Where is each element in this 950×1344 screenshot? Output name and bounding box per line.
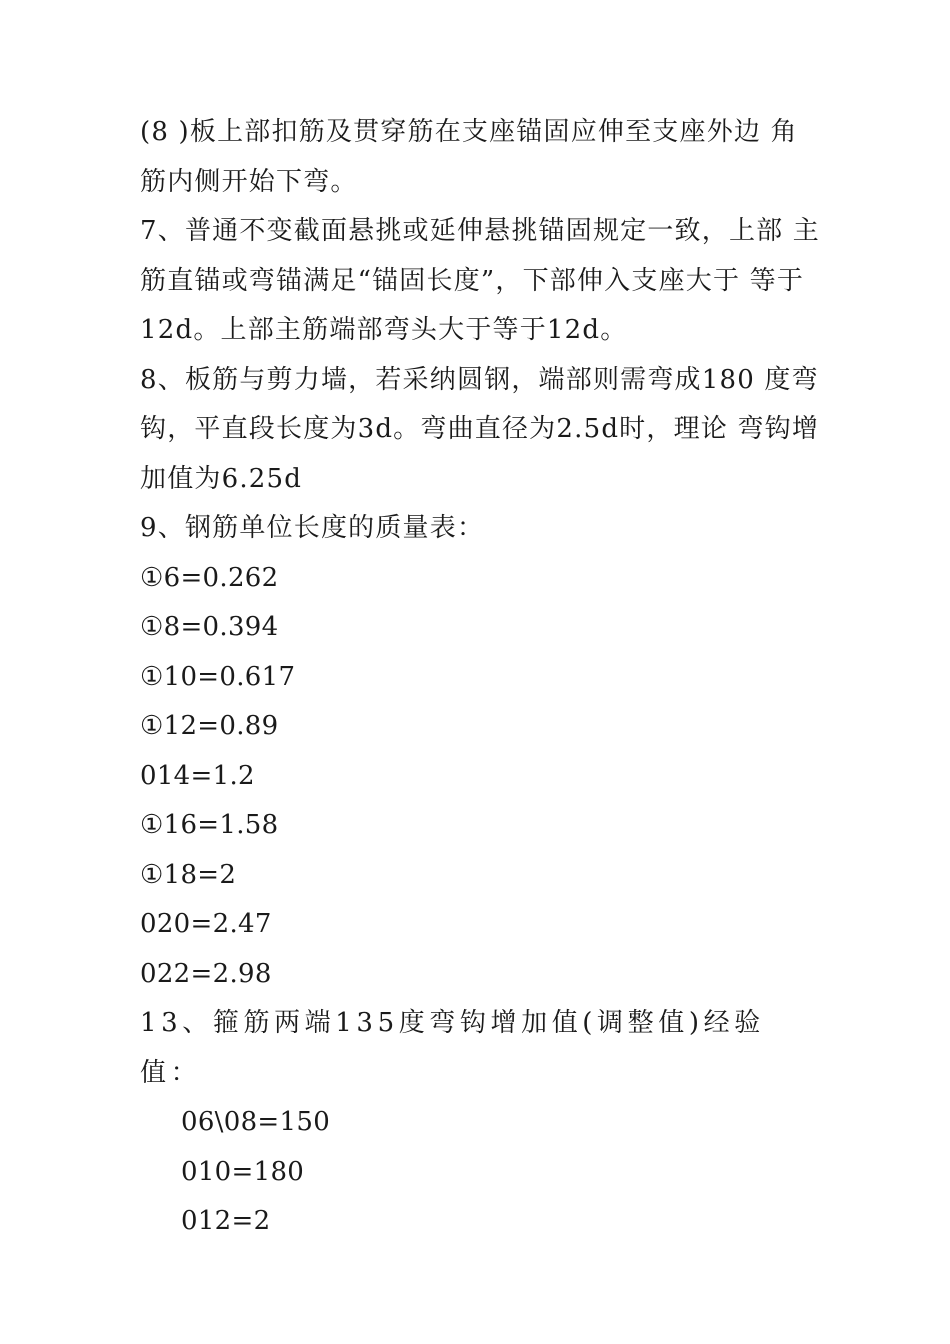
mass-table-item: ①18=2 — [140, 859, 237, 890]
mass-table-item: 014=1.2 — [140, 760, 255, 791]
mass-table-item: ①8=0.394 — [140, 612, 279, 642]
stirrup-values — [140, 1098, 820, 1247]
mass-table-item: ①12=0.89 — [140, 711, 279, 741]
mass-table — [140, 554, 820, 1000]
stirrup-value-item: 012=2 — [181, 1206, 271, 1236]
paragraph-7-cantilever: 7、普通不变截面悬挑或延伸悬挑锚固规定一致，上部 主筋直锚或弯锚满足“锚固长度”，下部伸入支座大于 等于12d。上部主筋端部弯头大于等于12d。 — [140, 216, 821, 345]
paragraph-13-stirrup-heading: 13、箍筋两端135度弯钩增加值(调整值)经验值： — [140, 1008, 765, 1088]
mass-table-item: ①6=0.262 — [140, 562, 279, 593]
mass-table-item: ①10=0.617 — [140, 661, 296, 692]
paragraph-9-mass-table-heading: 9、钢筋单位长度的质量表： — [140, 513, 485, 543]
document-body — [140, 108, 820, 1247]
paragraph-8-shear-wall: 8、板筋与剪力墙，若采纳圆钢，端部则需弯成180 度弯钩，平直段长度为3d。弯曲直径为2.5d时，理论 弯钩增加值为6.25d — [140, 364, 820, 494]
mass-table-item: 022=2.98 — [140, 958, 272, 989]
stirrup-value-item: 06\08=150 — [181, 1107, 331, 1137]
mass-table-item: 020=2.47 — [140, 909, 272, 939]
stirrup-value-item: 010=180 — [181, 1156, 305, 1187]
paragraph-8-anchorage: (8 )板上部扣筋及贯穿筋在支座锚固应伸至支座外边 角筋内侧开始下弯。 — [140, 117, 798, 197]
mass-table-item: ①16=1.58 — [140, 810, 279, 840]
